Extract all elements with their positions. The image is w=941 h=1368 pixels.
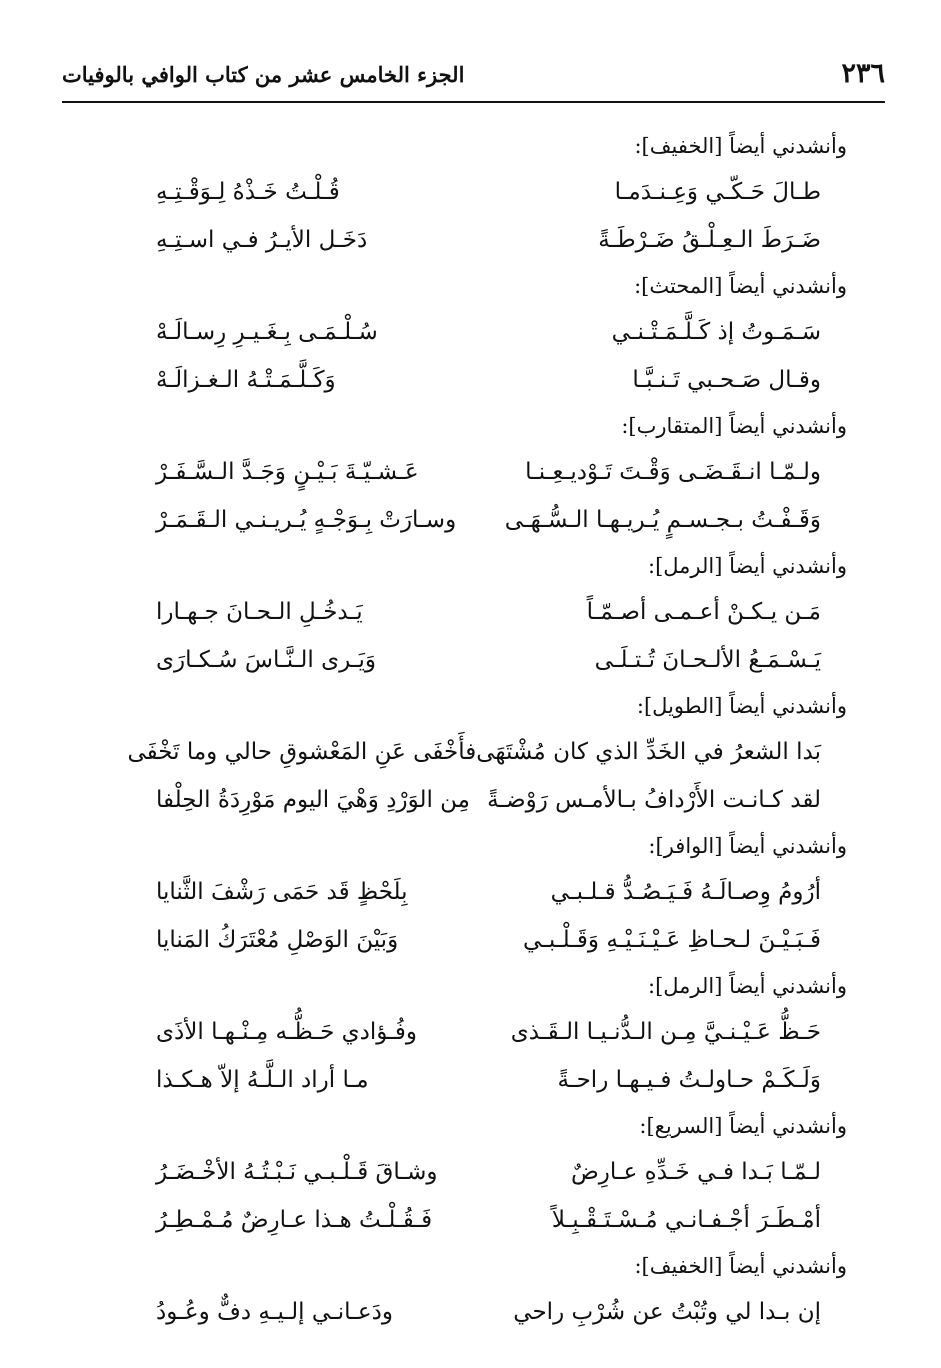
- poem-section: [100, 964, 847, 1104]
- verse-line: [100, 777, 841, 824]
- section-heading: وأنشدني أيضاً [الخفيف]:: [634, 134, 847, 158]
- second-hemistich: فأَخْفَى عَنِ المَعْشوقِ حالي وما تَخْفَى: [127, 739, 477, 765]
- second-hemistich: وشـاقَ قَـلْـبـي نَـبْـتُـهُ الأخْـضَـرُ: [156, 1159, 438, 1185]
- verse-line: [100, 169, 841, 217]
- verse-line: [100, 357, 841, 404]
- header-rule: [62, 101, 885, 103]
- poem-section: [100, 124, 847, 264]
- second-hemistich: ودَعـانـي إلـيـهِ دفٌّ وعُـودُ: [156, 1299, 393, 1325]
- section-heading: وأنشدني أيضاً [الطويل]:: [636, 694, 847, 718]
- poem-section: [100, 824, 847, 964]
- first-hemistich: أمْـطَـرَ أجْـفـانـي مُـسْـتَـقْـبِـلاً: [551, 1207, 821, 1233]
- page-number: ٢٣٦: [841, 58, 885, 89]
- second-hemistich: عَـشـيّـةَ بَـيْـنٍ وَجَـدَّ الـسَّـفَـرْ: [156, 459, 419, 485]
- verse-line: [100, 637, 841, 684]
- verse-line: [100, 497, 841, 544]
- verse-line: [100, 1289, 841, 1337]
- poem-body: [100, 124, 847, 1337]
- first-hemistich: وقـال صَـحـبي تَـنـبَّـا: [632, 367, 821, 393]
- verse-line: [100, 869, 841, 917]
- second-hemistich: دَخَـل الأيـرُ فـي اسـتِـهِ: [156, 227, 368, 253]
- second-hemistich: مِن الوَرْدِ وَهْيَ اليوم مَوْرِدَةُ الحِلْفا: [156, 787, 470, 813]
- first-hemistich: لـمّـا بَـدا فـي خَـدِّهِ عـارِضٌ: [570, 1159, 821, 1185]
- verse-line: [100, 917, 841, 964]
- section-heading: وأنشدني أيضاً [الوافر]:: [648, 834, 847, 858]
- poem-section: [100, 404, 847, 544]
- second-hemistich: وسـارَتْ بِـوَجْـهٍ يُـريـنـي الـقَـمَـرْ: [156, 507, 457, 533]
- first-hemistich: أرُومُ وِصـالَـهُ فَـيَـصُـدُّ قـلـبـي: [550, 879, 821, 905]
- poem-section: [100, 544, 847, 684]
- verse-line: [100, 1009, 841, 1057]
- first-hemistich: فَـبَـيْـنَ لـحـاظِ عَـيْـنَـيْـهِ وَقَـلْـبـي: [522, 927, 821, 953]
- page-header: [62, 56, 885, 100]
- section-heading: وأنشدني أيضاً [الرمل]:: [648, 554, 847, 578]
- verse-line: [100, 1197, 841, 1244]
- second-hemistich: قُـلْـتُ خَـذْهُ لِـوَقْـتِـهِ: [156, 179, 340, 205]
- first-hemistich: مَـن يـكـنْ أعـمـى أصـمّـاً: [586, 599, 821, 625]
- section-heading: وأنشدني أيضاً [الرمل]:: [648, 974, 847, 998]
- poem-section: [100, 1104, 847, 1244]
- verse-line: [100, 449, 841, 497]
- second-hemistich: وَكَـلَّـمَـتْـهُ الـغـزالَـهْ: [156, 367, 336, 393]
- verse-line: [100, 217, 841, 264]
- first-hemistich: طـالَ حَـكّـي وَعِـنـدَمـا: [614, 179, 821, 205]
- first-hemistich: وَلَـكَـمْ حـاولـتُ فـيـهـا راحـةً: [557, 1067, 821, 1093]
- poem-section: [100, 1244, 847, 1337]
- first-hemistich: بَدا الشعرُ في الخَدِّ الذي كان مُشْتَهَى: [476, 739, 821, 765]
- first-hemistich: سَـمَـوتُ إذ كَـلَّـمَـتْـنـي: [611, 319, 821, 345]
- second-hemistich: وَبَيْنَ الوَصْلِ مُعْتَرَكُ المَنايا: [156, 927, 399, 953]
- verse-line: [100, 309, 841, 357]
- verse-line: [100, 729, 841, 777]
- first-hemistich: ضَـرَطَ الـعِـلْـقُ ضَـرْطَـةً: [598, 227, 821, 253]
- first-hemistich: ولـمّـا انـقَـضَـى وَقْـتَ تَـوْديـعِـنـا: [525, 459, 821, 485]
- first-hemistich: يَـسْـمَـعُ الألـحـانَ تُـتـلَـى: [594, 647, 821, 673]
- section-heading: وأنشدني أيضاً [الخفيف]:: [634, 1254, 847, 1278]
- section-heading: وأنشدني أيضاً [المتقارب]:: [621, 414, 847, 438]
- section-heading: وأنشدني أيضاً [المحتث]:: [634, 274, 847, 298]
- verse-line: [100, 1149, 841, 1197]
- running-title: الجزء الخامس عشر من كتاب الوافي بالوفيات: [62, 62, 465, 87]
- verse-line: [100, 1057, 841, 1104]
- poem-section: [100, 264, 847, 404]
- first-hemistich: حَـظُّ عَـيْـنـيَّ مِـن الـدُّنـيـا الـقَـذى: [510, 1019, 821, 1045]
- second-hemistich: وفُـؤادي حَـظُّـه مِـنْـهـا الأذَى: [156, 1019, 418, 1045]
- verse-line: [100, 589, 841, 637]
- section-heading: وأنشدني أيضاً [السريع]:: [639, 1114, 847, 1138]
- first-hemistich: إن بـدا لي وتُبْتُ عن شُرْبِ راحي: [513, 1299, 821, 1325]
- first-hemistich: لقد كـانـت الأَرْدافُ بـالأمـس رَوْضـةً: [487, 787, 821, 813]
- second-hemistich: يَـدخُـلِ الـحـانَ جـهـارا: [156, 599, 363, 625]
- second-hemistich: فَـقُـلْـتُ هـذا عـارِضٌ مُـمْـطِـرُ: [156, 1207, 433, 1233]
- poem-section: [100, 684, 847, 824]
- first-hemistich: وَقَـفْـتُ بـجـسـمٍ يُـريـهـا الـسُّـهَـى: [504, 507, 821, 533]
- second-hemistich: بِلَحْظٍ قَد حَمَى رَشْفَ الثَّنايا: [156, 879, 408, 905]
- second-hemistich: وَيَـرى الـنَّـاسَ سُـكـارَى: [156, 647, 377, 673]
- second-hemistich: مـا أراد الـلَّـهُ إلاّ هـكـذا: [156, 1067, 369, 1093]
- second-hemistich: سُـلْـمَـى بِـغَـيـرِ رِسـالَـهْ: [156, 319, 378, 345]
